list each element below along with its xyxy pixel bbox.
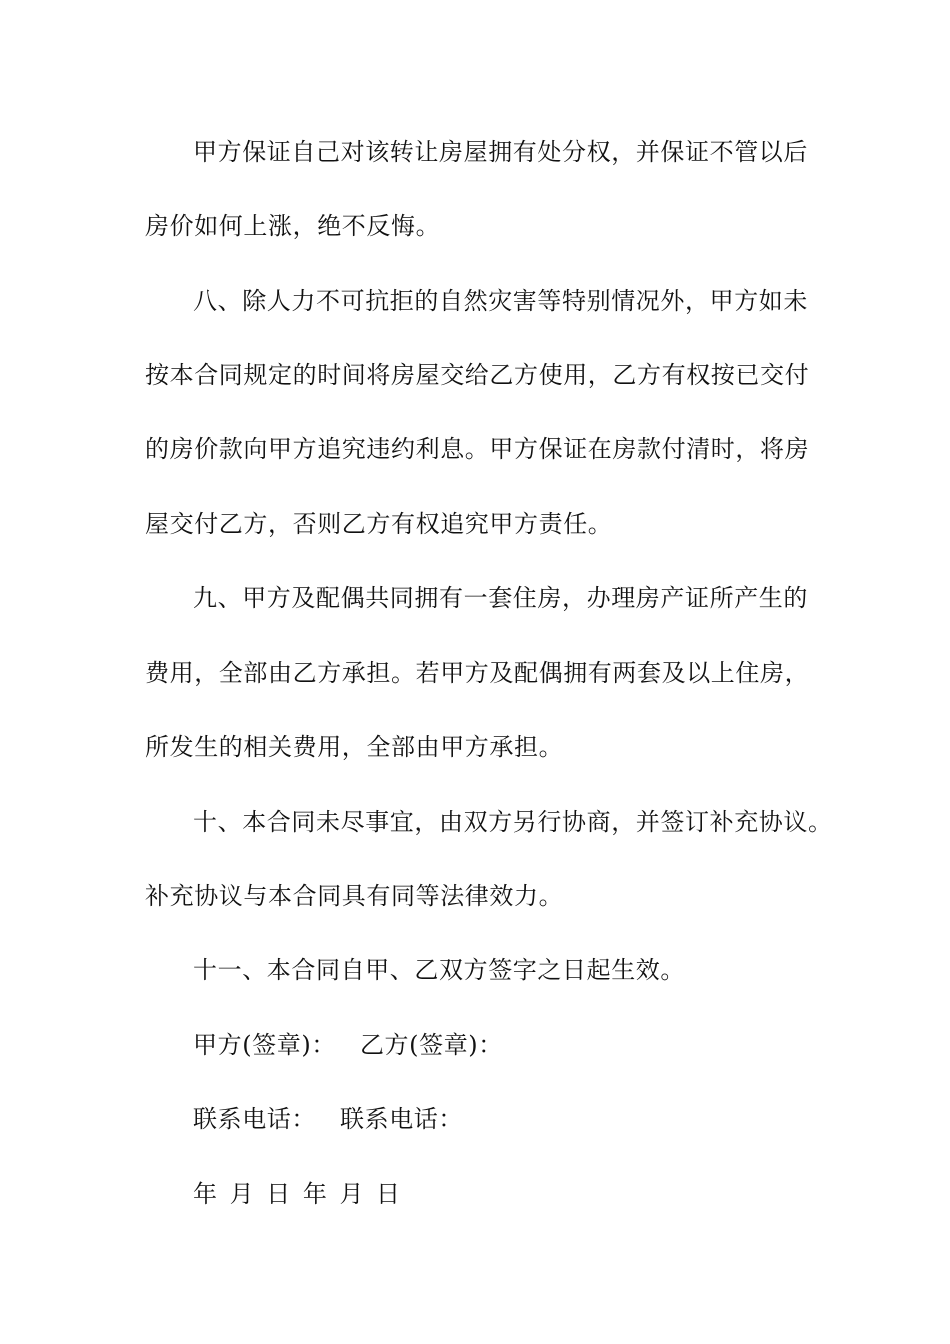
paragraph-line: 按本合同规定的时间将房屋交给乙方使用，乙方有权按已交付 (145, 361, 810, 389)
paragraph-line: 十一、本合同自甲、乙双方签字之日起生效。 (193, 956, 685, 984)
paragraph-line: 补充协议与本合同具有同等法律效力。 (145, 882, 564, 910)
month-label-a: 月 (229, 1180, 255, 1208)
paragraph-line: 所发生的相关费用，全部由甲方承担。 (145, 733, 564, 761)
party-a-signature-label: 甲方(签章)： (193, 1031, 336, 1059)
paragraph-line: 屋交付乙方，否则乙方有权追究甲方责任。 (145, 510, 613, 538)
paragraph-line: 费用，全部由乙方承担。若甲方及配偶拥有两套及以上住房， (145, 659, 810, 687)
paragraph-line: 九、甲方及配偶共同拥有一套住房，办理房产证所产生的 (193, 584, 808, 612)
party-b-contact-label: 联系电话： (340, 1105, 463, 1133)
paragraph-line: 甲方保证自己对该转让房屋拥有处分权，并保证不管以后 (193, 138, 808, 166)
day-label-a: 日 (266, 1180, 291, 1208)
paragraph-line: 的房价款向甲方追究违约利息。甲方保证在房款付清时，将房 (145, 435, 810, 463)
contact-line (193, 1099, 893, 1139)
day-label-b: 日 (376, 1180, 401, 1208)
signature-line (193, 1025, 893, 1065)
party-b-signature-label: 乙方(签章)： (359, 1031, 503, 1059)
paragraph-line: 八、除人力不可抗拒的自然灾害等特别情况外，甲方如未 (193, 287, 808, 315)
year-label-a: 年 (193, 1180, 218, 1208)
party-a-contact-label: 联系电话： (193, 1105, 316, 1133)
date-line (193, 1174, 893, 1214)
year-label-b: 年 (302, 1180, 328, 1208)
paragraph-line: 房价如何上涨，绝不反悔。 (145, 212, 441, 240)
month-label-b: 月 (339, 1180, 365, 1208)
paragraph-line: 十、本合同未尽事宜，由双方另行协商，并签订补充协议。 (193, 808, 833, 836)
